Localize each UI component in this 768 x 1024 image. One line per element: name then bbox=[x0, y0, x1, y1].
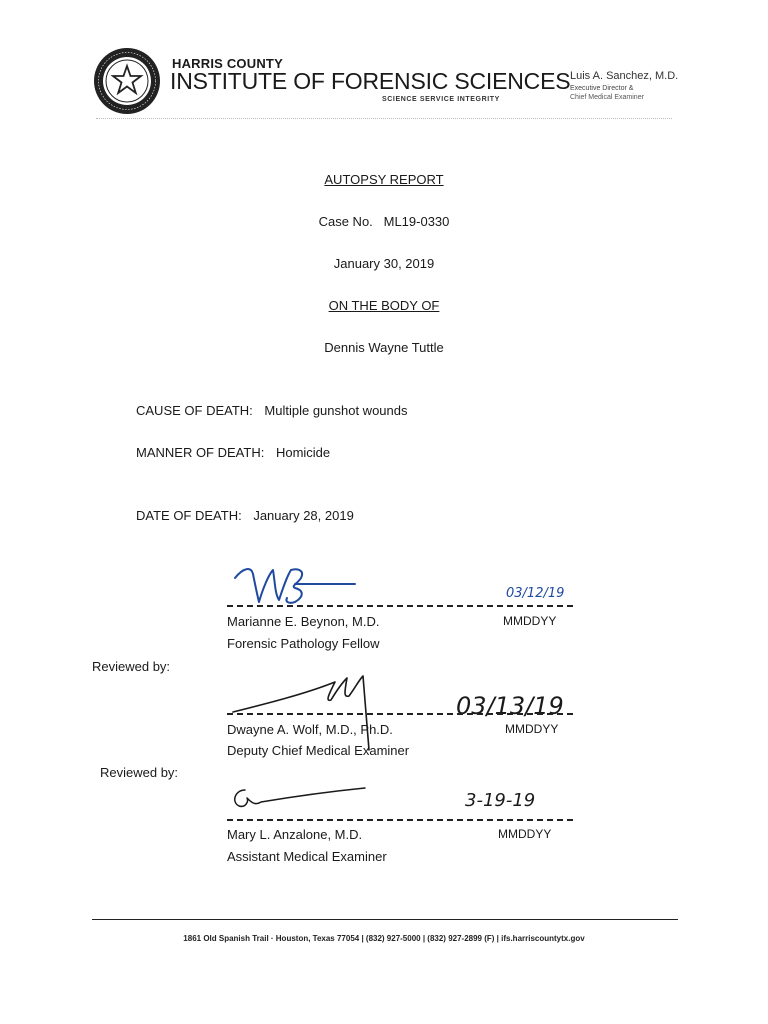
date-of-death-row bbox=[136, 508, 354, 523]
signature-1-title: Forensic Pathology Fellow bbox=[227, 636, 380, 651]
header-divider bbox=[96, 118, 672, 119]
case-number: Case No. ML19-0330 bbox=[318, 214, 450, 229]
org-tagline: SCIENCE SERVICE INTEGRITY bbox=[382, 96, 500, 103]
signature-3-handwritten bbox=[225, 780, 375, 820]
signature-3-title: Assistant Medical Examiner bbox=[227, 849, 387, 864]
org-county-name: HARRIS COUNTY bbox=[172, 56, 283, 71]
signature-2-name: Dwayne A. Wolf, M.D., Ph.D. bbox=[227, 722, 393, 737]
reviewed-by-label-2: Reviewed by: bbox=[100, 765, 179, 780]
signature-3-name: Mary L. Anzalone, M.D. bbox=[227, 827, 363, 842]
signature-1-name: Marianne E. Beynon, M.D. bbox=[227, 614, 380, 629]
signature-1-line bbox=[227, 605, 573, 607]
svg-text:03/13/19: 03/13/19 bbox=[456, 692, 564, 720]
signature-2-handwritten-date bbox=[452, 680, 572, 750]
manner-label: MANNER OF DEATH: bbox=[136, 445, 265, 460]
footer-address: 1861 Old Spanish Trail · Houston, Texas 77054 | (832) 927-5000 | (832) 927-2899 (F) | ifs.harriscountytx.gov bbox=[183, 934, 585, 943]
report-date: January 30, 2019 bbox=[333, 256, 435, 271]
signature-1-date-format: MMDDYY bbox=[503, 614, 557, 628]
date-of-death-value: January 28, 2019 bbox=[253, 508, 354, 523]
on-the-body-heading: ON THE BODY OF bbox=[328, 298, 440, 313]
org-institute-name: INSTITUTE OF FORENSIC SCIENCES bbox=[170, 68, 571, 94]
signature-3-line bbox=[227, 819, 573, 821]
report-title: AUTOPSY REPORT bbox=[324, 172, 444, 187]
cause-value: Multiple gunshot wounds bbox=[264, 403, 408, 418]
harris-county-seal-logo bbox=[92, 46, 162, 116]
date-of-death-label: DATE OF DEATH: bbox=[136, 508, 242, 523]
signature-3-date-format: MMDDYY bbox=[498, 827, 552, 841]
signature-2-title: Deputy Chief Medical Examiner bbox=[227, 743, 410, 758]
manner-of-death-row bbox=[136, 445, 330, 460]
footer-divider bbox=[92, 919, 678, 920]
manner-value: Homicide bbox=[275, 445, 331, 460]
director-title-line2: Chief Medical Examiner bbox=[570, 94, 644, 101]
signature-2-date-format: MMDDYY bbox=[505, 722, 559, 736]
cause-of-death-row bbox=[136, 403, 408, 418]
reviewed-by-label-1: Reviewed by: bbox=[92, 659, 171, 674]
director-title-line1: Executive Director & bbox=[570, 85, 634, 92]
signature-1-handwritten-date: 03/12/19 bbox=[506, 586, 565, 601]
director-name: Luis A. Sanchez, M.D. bbox=[570, 70, 679, 82]
signature-2-line bbox=[227, 713, 573, 715]
signature-3-handwritten-date: 3-19-19 bbox=[465, 790, 536, 811]
decedent-name: Dennis Wayne Tuttle bbox=[324, 340, 444, 355]
cause-label: CAUSE OF DEATH: bbox=[136, 403, 253, 418]
